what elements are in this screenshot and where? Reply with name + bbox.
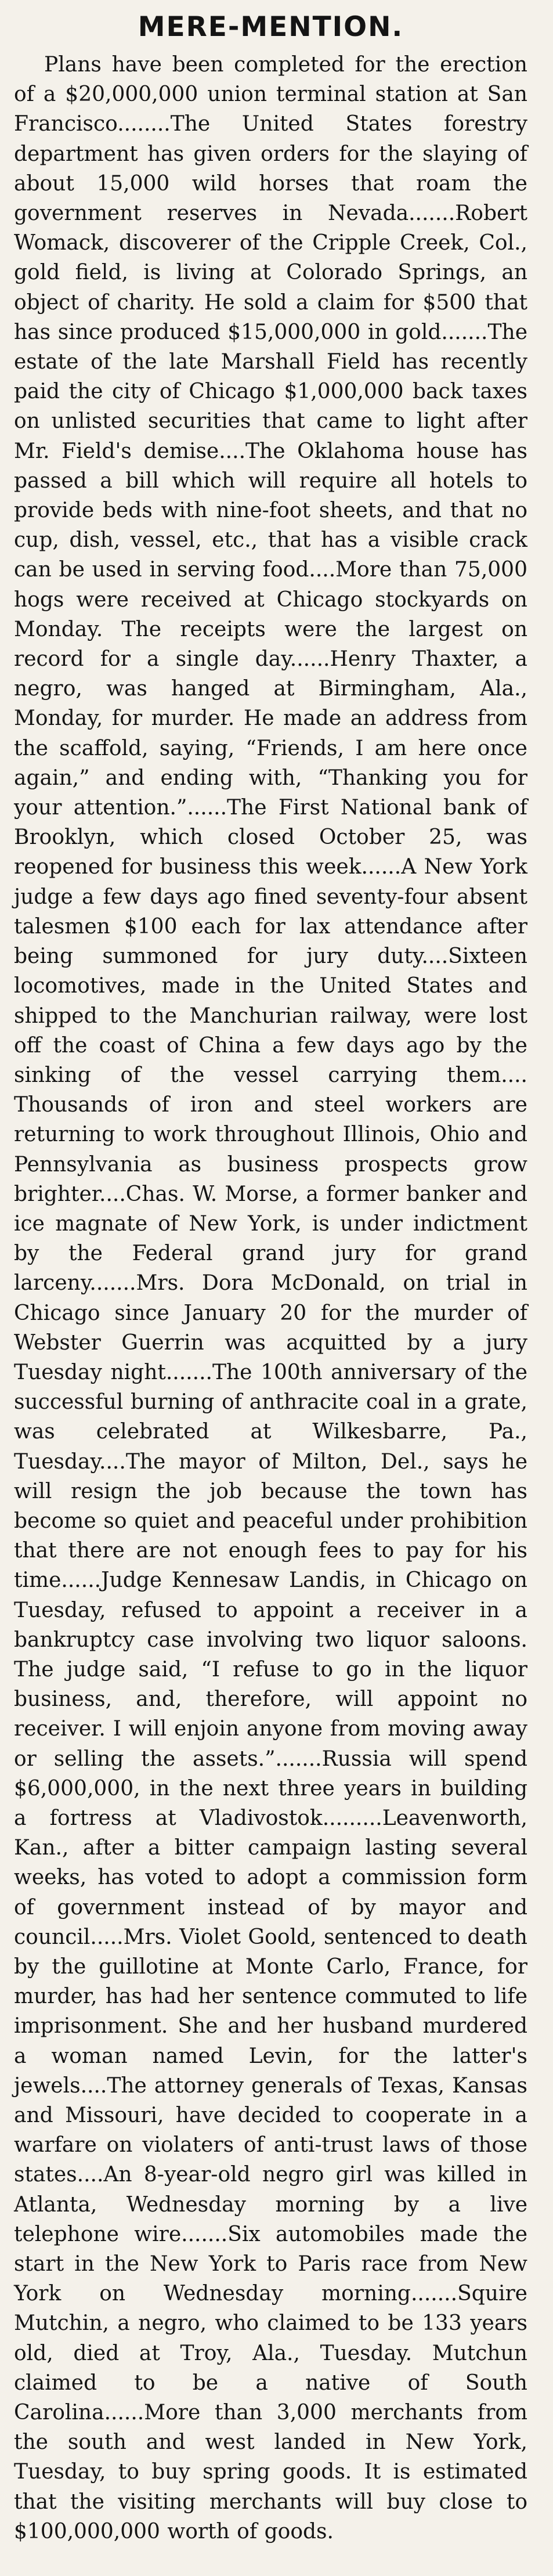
article-body: Plans have been completed for the erection of a $20,000,000 union terminal station at San Francisco........The United States forestry department has given orders for the slaying of about 15,000 wild horses that roam the government reserves in Nevada.......Robert Womack, discoverer of the Cripple Creek, Col., gold field, is living at Colorado Springs, an object of charity. He sold a claim for $500 that has since produced $15,000,000 in gold.......The estate of the late Marshall Field has recently paid the city of Chicago $1,000,000 back taxes on unlisted securities that came to light after Mr. Field's demise....The Oklahoma house has passed a bill which will require all hotels to provide beds with nine-foot sheets, and that no cup, dish, vessel, etc., that has a visible crack can be used in serving food....More than 75,000 hogs were received at Chicago stockyards on Monday. The receipts were the largest on record for a single day......Henry Thaxter, a negro, was hanged at Birmingham, Ala., Monday, for murder. He made an address from the scaffold, saying, “Friends, I am here once again,” and ending with, “Thanking you for your attention.”......The First National bank of Brooklyn, which closed October 25, was reopened for business this week......A New York judge a few days ago fined seventy-four absent talesmen $100 each for lax attendance after being summoned for jury duty....Sixteen locomotives, made in the United States and shipped to the Manchurian railway, were lost off the coast of China a few days ago by the sinking of the vessel carrying them.... Thousands of iron and steel workers are returning to work throughout Illinois, Ohio and Pennsylvania as business prospects grow brighter....Chas. W. Morse, a former banker and ice magnate of New York, is under indictment by the Federal grand jury for grand larceny.......Mrs. Dora McDonald, on trial in Chicago since January 20 for the murder of Webster Guerrin was acquitted by a jury Tuesday night.......The 100th anniversary of the successful burning of anthracite coal in a grate, was celebrated at Wilkesbarre, Pa., Tuesday....The mayor of Milton, Del., says he will resign the job because the town has become so quiet and peaceful under prohibition that there are not enough fees to pay for his time......Judge Kennesaw Landis, in Chicago on Tuesday, refused to appoint a receiver in a bankruptcy case involving two liquor saloons. The judge said, “I refuse to go in the liquor business, and, therefore, will appoint no receiver. I will enjoin anyone from moving away or selling the assets.”.......Russia will spend $6,000,000, in the next three years in building a fortress at Vladivostok.........Leavenworth, Kan., after a bitter campaign lasting several weeks, has voted to adopt a commission form of government instead of by mayor and council.....Mrs. Violet Goold, sentenced to death by the guillotine at Monte Carlo, France, for murder, has had her sentence commuted to life imprisonment. She and her husband murdered a woman named Levin, for the latter's jewels....The attorney generals of Texas, Kansas and Missouri, have decided to cooperate in a warfare on violaters of anti-trust laws of those states....An 8-year-old negro girl was killed in Atlanta, Wednesday morning by a live telephone wire.......Six automobiles made the start in the New York to Paris race from New York on Wednesday morning.......Squire Mutchin, a negro, who claimed to be 133 years old, died at Troy, Ala., Tuesday. Mutchun claimed to be a native of South Carolina......More than 3,000 merchants from the south and west landed in New York, Tuesday, to buy spring goods. It is estimated that the visiting merchants will buy close to $100,000,000 worth of goods. [14,53,527,2543]
article-heading: MERE-MENTION. [138,11,404,43]
